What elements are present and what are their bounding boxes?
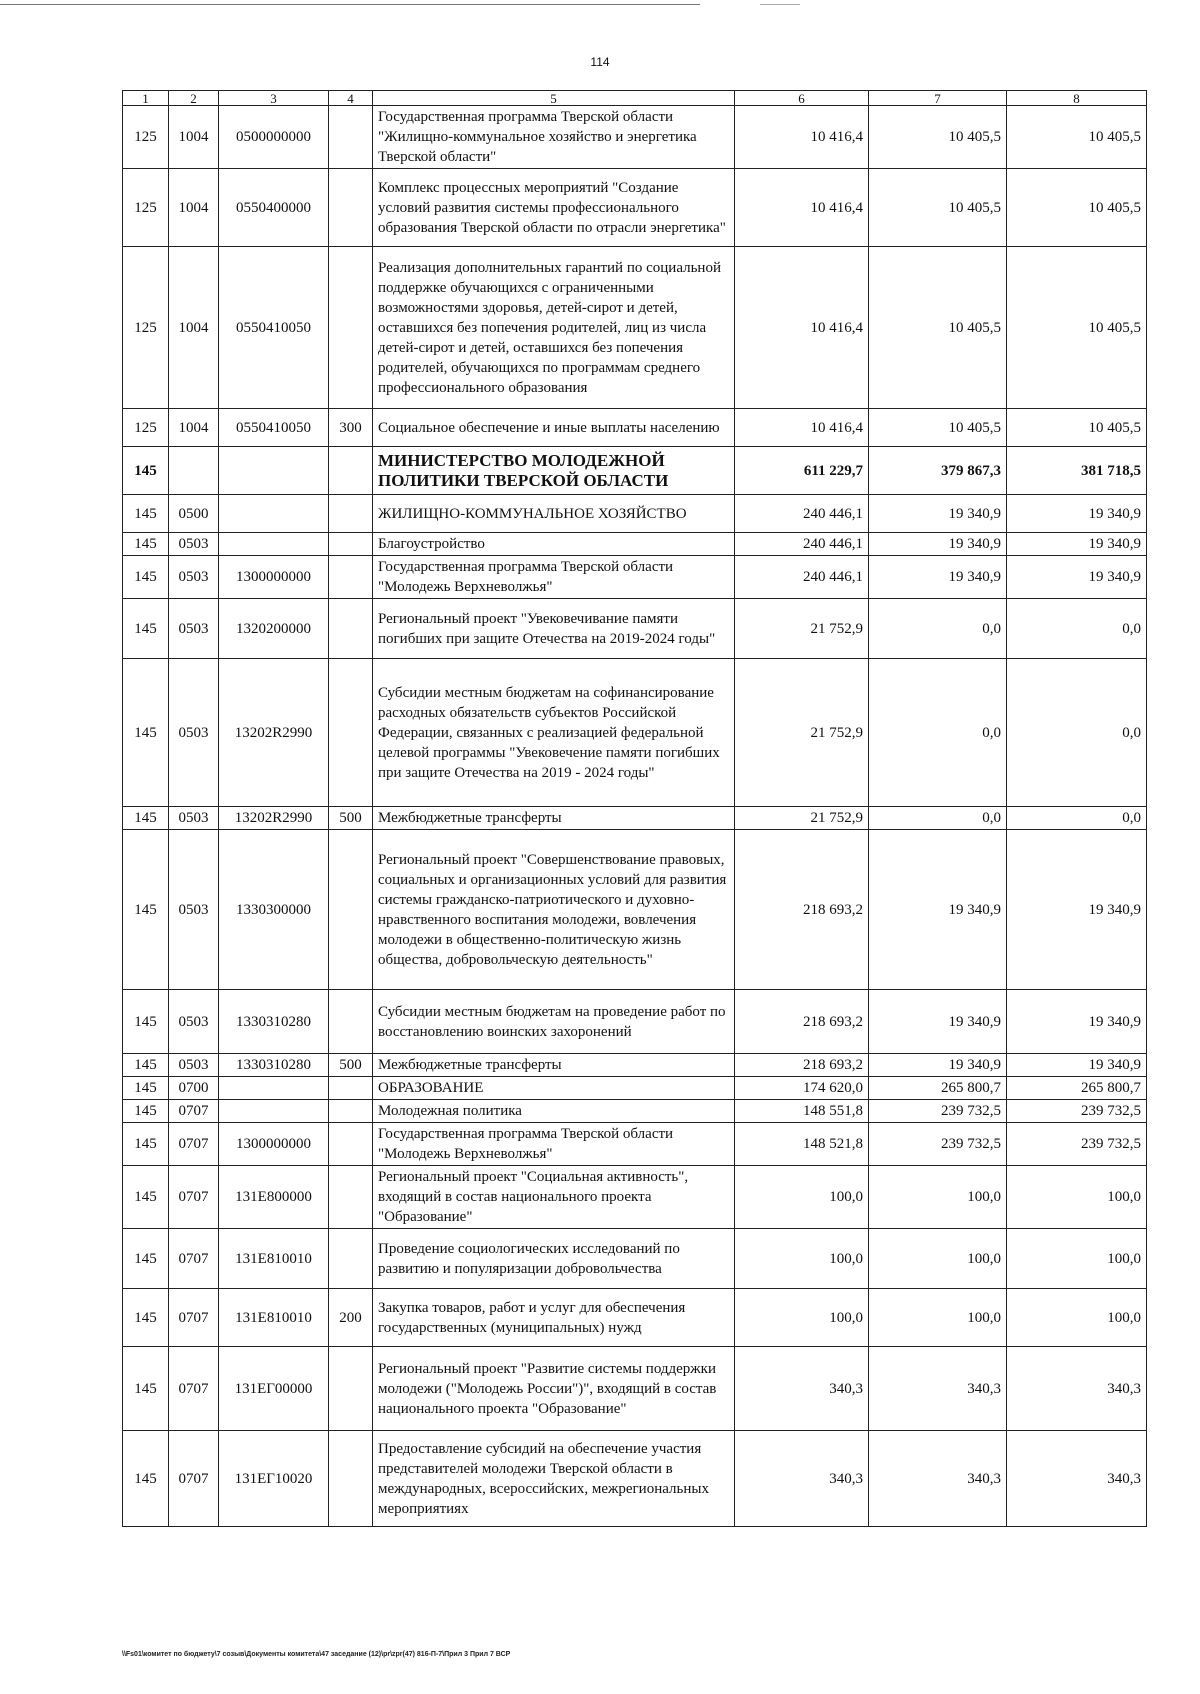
cell-section-code: 0503 [169, 659, 219, 807]
cell-admin-code: 125 [123, 106, 169, 169]
column-header: 6 [735, 91, 869, 106]
column-header: 5 [373, 91, 735, 106]
cell-amount-col6: 100,0 [735, 1229, 869, 1289]
column-header: 2 [169, 91, 219, 106]
cell-target-article [219, 1100, 329, 1123]
table-row [123, 495, 1147, 533]
cell-section-code: 1004 [169, 169, 219, 247]
cell-section-code: 0707 [169, 1289, 219, 1347]
table-row [123, 830, 1147, 990]
cell-expense-type [329, 1347, 373, 1431]
cell-amount-col8: 19 340,9 [1007, 990, 1147, 1054]
cell-amount-col8: 340,3 [1007, 1431, 1147, 1527]
cell-admin-code: 145 [123, 807, 169, 830]
cell-amount-col7: 10 405,5 [869, 247, 1007, 409]
cell-name: Региональный проект "Увековечивание памяти погибших при защите Отечества на 2019-2024 годы" [373, 599, 735, 659]
cell-amount-col7: 239 732,5 [869, 1123, 1007, 1166]
table-row [123, 106, 1147, 169]
scan-artifact-line [760, 4, 800, 5]
cell-name: Государственная программа Тверской области "Жилищно-коммунальное хозяйство и энергетика Тверской области" [373, 106, 735, 169]
cell-amount-col7: 19 340,9 [869, 495, 1007, 533]
cell-target-article: 0500000000 [219, 106, 329, 169]
table-row [123, 1229, 1147, 1289]
cell-admin-code: 145 [123, 599, 169, 659]
cell-expense-type: 200 [329, 1289, 373, 1347]
cell-section-code: 0503 [169, 807, 219, 830]
cell-amount-col8: 265 800,7 [1007, 1077, 1147, 1100]
cell-name: Региональный проект "Развитие системы поддержки молодежи ("Молодежь России")", входящий в состав национального проекта "Образование" [373, 1347, 735, 1431]
cell-amount-col6: 240 446,1 [735, 556, 869, 599]
cell-amount-col7: 100,0 [869, 1166, 1007, 1229]
cell-expense-type: 300 [329, 409, 373, 447]
cell-target-article: 131ЕГ10020 [219, 1431, 329, 1527]
cell-amount-col7: 265 800,7 [869, 1077, 1007, 1100]
cell-section-code: 1004 [169, 106, 219, 169]
cell-admin-code: 145 [123, 1166, 169, 1229]
cell-amount-col6: 10 416,4 [735, 169, 869, 247]
cell-section-code: 0503 [169, 990, 219, 1054]
cell-target-article: 131ЕГ00000 [219, 1347, 329, 1431]
cell-amount-col6: 21 752,9 [735, 599, 869, 659]
cell-amount-col7: 0,0 [869, 659, 1007, 807]
cell-name: Региональный проект "Социальная активность", входящий в состав национального проекта "Образование" [373, 1166, 735, 1229]
cell-section-code: 0707 [169, 1229, 219, 1289]
cell-amount-col7: 19 340,9 [869, 1054, 1007, 1077]
cell-section-code: 0707 [169, 1123, 219, 1166]
cell-target-article [219, 495, 329, 533]
cell-amount-col7: 340,3 [869, 1347, 1007, 1431]
cell-admin-code: 145 [123, 1289, 169, 1347]
column-header: 7 [869, 91, 1007, 106]
cell-admin-code: 145 [123, 1100, 169, 1123]
cell-target-article: 13202R2990 [219, 659, 329, 807]
cell-amount-col7: 100,0 [869, 1289, 1007, 1347]
cell-name: Молодежная политика [373, 1100, 735, 1123]
cell-amount-col8: 10 405,5 [1007, 409, 1147, 447]
table-row [123, 1347, 1147, 1431]
cell-expense-type [329, 1229, 373, 1289]
cell-amount-col6: 340,3 [735, 1431, 869, 1527]
cell-amount-col6: 10 416,4 [735, 409, 869, 447]
cell-section-code: 0503 [169, 1054, 219, 1077]
cell-admin-code: 145 [123, 495, 169, 533]
table-row [123, 533, 1147, 556]
cell-amount-col6: 10 416,4 [735, 106, 869, 169]
table-row [123, 1166, 1147, 1229]
cell-name: Государственная программа Тверской области "Молодежь Верхневолжья" [373, 556, 735, 599]
cell-amount-col8: 19 340,9 [1007, 495, 1147, 533]
cell-expense-type [329, 830, 373, 990]
cell-amount-col6: 218 693,2 [735, 1054, 869, 1077]
cell-amount-col6: 21 752,9 [735, 659, 869, 807]
cell-amount-col8: 19 340,9 [1007, 556, 1147, 599]
cell-amount-col8: 0,0 [1007, 659, 1147, 807]
cell-target-article: 0550410050 [219, 247, 329, 409]
cell-expense-type [329, 556, 373, 599]
cell-amount-col8: 239 732,5 [1007, 1123, 1147, 1166]
cell-amount-col7: 19 340,9 [869, 990, 1007, 1054]
cell-amount-col6: 611 229,7 [735, 447, 869, 495]
cell-amount-col6: 100,0 [735, 1289, 869, 1347]
cell-admin-code: 145 [123, 1431, 169, 1527]
cell-admin-code: 145 [123, 533, 169, 556]
cell-amount-col8: 239 732,5 [1007, 1100, 1147, 1123]
cell-amount-col8: 10 405,5 [1007, 106, 1147, 169]
cell-expense-type [329, 659, 373, 807]
table-row [123, 1123, 1147, 1166]
column-header: 4 [329, 91, 373, 106]
cell-amount-col6: 340,3 [735, 1347, 869, 1431]
cell-amount-col6: 148 521,8 [735, 1123, 869, 1166]
cell-amount-col8: 19 340,9 [1007, 533, 1147, 556]
cell-expense-type [329, 533, 373, 556]
cell-amount-col8: 0,0 [1007, 807, 1147, 830]
cell-section-code: 0500 [169, 495, 219, 533]
cell-amount-col8: 19 340,9 [1007, 1054, 1147, 1077]
table-row [123, 556, 1147, 599]
table-body [123, 106, 1147, 1527]
cell-section-code: 1004 [169, 247, 219, 409]
cell-amount-col6: 218 693,2 [735, 990, 869, 1054]
table-row [123, 1054, 1147, 1077]
cell-amount-col8: 10 405,5 [1007, 247, 1147, 409]
cell-amount-col7: 0,0 [869, 807, 1007, 830]
cell-section-code: 0707 [169, 1347, 219, 1431]
cell-expense-type [329, 169, 373, 247]
table-row [123, 1100, 1147, 1123]
cell-admin-code: 145 [123, 556, 169, 599]
budget-table [122, 90, 1147, 1527]
cell-name: Комплекс процессных мероприятий "Создание условий развития системы профессионального образования Тверской области по отрасли энергетика" [373, 169, 735, 247]
cell-target-article [219, 1077, 329, 1100]
cell-section-code: 0503 [169, 830, 219, 990]
table-row [123, 599, 1147, 659]
cell-amount-col8: 100,0 [1007, 1229, 1147, 1289]
cell-section-code: 0707 [169, 1431, 219, 1527]
cell-expense-type [329, 1166, 373, 1229]
cell-amount-col7: 340,3 [869, 1431, 1007, 1527]
cell-target-article [219, 447, 329, 495]
table-row [123, 1431, 1147, 1527]
cell-amount-col8: 19 340,9 [1007, 830, 1147, 990]
column-header: 3 [219, 91, 329, 106]
cell-expense-type [329, 106, 373, 169]
cell-name: Межбюджетные трансферты [373, 807, 735, 830]
file-path-footer: \\Fs01\комитет по бюджету\7 созыв\Документы комитета\47 заседание (12)\pr\zpr(47) 816-П-7\Прил 3 Прил 7 ВСР [122, 1651, 511, 1658]
cell-amount-col6: 174 620,0 [735, 1077, 869, 1100]
cell-target-article: 13202R2990 [219, 807, 329, 830]
cell-admin-code: 145 [123, 1347, 169, 1431]
cell-amount-col6: 240 446,1 [735, 533, 869, 556]
cell-target-article: 0550400000 [219, 169, 329, 247]
cell-admin-code: 145 [123, 447, 169, 495]
cell-name: Региональный проект "Совершенствование правовых, социальных и организационных условий для развития системы гражданско-патриотического и духовно-нравственного воспитания молодежи, вовлечения молодежи в общественно-политическую жизнь общества, добровольческую деятельность" [373, 830, 735, 990]
cell-section-code: 0700 [169, 1077, 219, 1100]
cell-amount-col7: 10 405,5 [869, 106, 1007, 169]
table-row [123, 447, 1147, 495]
cell-admin-code: 145 [123, 659, 169, 807]
cell-target-article: 131E810010 [219, 1289, 329, 1347]
cell-amount-col6: 100,0 [735, 1166, 869, 1229]
cell-expense-type [329, 1431, 373, 1527]
cell-name: Государственная программа Тверской области "Молодежь Верхневолжья" [373, 1123, 735, 1166]
cell-name: Благоустройство [373, 533, 735, 556]
column-header: 8 [1007, 91, 1147, 106]
cell-expense-type [329, 495, 373, 533]
cell-target-article: 0550410050 [219, 409, 329, 447]
table-row [123, 1289, 1147, 1347]
cell-name: Проведение социологических исследований по развитию и популяризации добровольчества [373, 1229, 735, 1289]
cell-amount-col8: 100,0 [1007, 1289, 1147, 1347]
cell-name: МИНИСТЕРСТВО МОЛОДЕЖНОЙ ПОЛИТИКИ ТВЕРСКОЙ ОБЛАСТИ [373, 447, 735, 495]
cell-admin-code: 145 [123, 1229, 169, 1289]
cell-name: Предоставление субсидий на обеспечение участия представителей молодежи Тверской области в международных, всероссийских, межрегиональных мероприятиях [373, 1431, 735, 1527]
cell-amount-col7: 10 405,5 [869, 169, 1007, 247]
cell-amount-col7: 100,0 [869, 1229, 1007, 1289]
scan-artifact-line [0, 4, 700, 5]
cell-target-article: 1330310280 [219, 1054, 329, 1077]
cell-name: ОБРАЗОВАНИЕ [373, 1077, 735, 1100]
cell-amount-col8: 100,0 [1007, 1166, 1147, 1229]
cell-section-code: 0503 [169, 556, 219, 599]
table-row [123, 990, 1147, 1054]
cell-amount-col6: 148 551,8 [735, 1100, 869, 1123]
cell-section-code: 0707 [169, 1100, 219, 1123]
table-row [123, 247, 1147, 409]
page-number: 114 [590, 55, 610, 69]
cell-expense-type [329, 247, 373, 409]
cell-name: Социальное обеспечение и иные выплаты населению [373, 409, 735, 447]
cell-section-code [169, 447, 219, 495]
cell-expense-type [329, 1100, 373, 1123]
cell-admin-code: 145 [123, 990, 169, 1054]
cell-target-article: 131E800000 [219, 1166, 329, 1229]
cell-name: Субсидии местным бюджетам на софинансирование расходных обязательств субъектов Российской Федерации, связанных с реализацией федеральной целевой программы "Увековечение памяти погибших при защите Отечества на 2019 - 2024 годы" [373, 659, 735, 807]
cell-admin-code: 145 [123, 1123, 169, 1166]
cell-amount-col7: 19 340,9 [869, 556, 1007, 599]
cell-amount-col7: 379 867,3 [869, 447, 1007, 495]
cell-admin-code: 145 [123, 830, 169, 990]
cell-admin-code: 145 [123, 1077, 169, 1100]
cell-amount-col7: 239 732,5 [869, 1100, 1007, 1123]
cell-section-code: 0503 [169, 599, 219, 659]
cell-expense-type [329, 1123, 373, 1166]
table-row [123, 659, 1147, 807]
table-row [123, 169, 1147, 247]
cell-admin-code: 125 [123, 169, 169, 247]
cell-target-article: 1320200000 [219, 599, 329, 659]
cell-admin-code: 125 [123, 409, 169, 447]
cell-name: Межбюджетные трансферты [373, 1054, 735, 1077]
cell-name: Субсидии местным бюджетам на проведение работ по восстановлению воинских захоронений [373, 990, 735, 1054]
cell-expense-type: 500 [329, 807, 373, 830]
cell-amount-col7: 19 340,9 [869, 533, 1007, 556]
cell-target-article: 1330300000 [219, 830, 329, 990]
cell-section-code: 1004 [169, 409, 219, 447]
cell-expense-type: 500 [329, 1054, 373, 1077]
cell-expense-type [329, 990, 373, 1054]
cell-name: ЖИЛИЩНО-КОММУНАЛЬНОЕ ХОЗЯЙСТВО [373, 495, 735, 533]
cell-amount-col8: 10 405,5 [1007, 169, 1147, 247]
cell-target-article: 1330310280 [219, 990, 329, 1054]
cell-amount-col6: 240 446,1 [735, 495, 869, 533]
cell-section-code: 0707 [169, 1166, 219, 1229]
cell-amount-col8: 0,0 [1007, 599, 1147, 659]
cell-amount-col6: 21 752,9 [735, 807, 869, 830]
cell-expense-type [329, 447, 373, 495]
table-row [123, 409, 1147, 447]
cell-amount-col7: 19 340,9 [869, 830, 1007, 990]
cell-target-article: 1300000000 [219, 1123, 329, 1166]
cell-target-article: 131E810010 [219, 1229, 329, 1289]
cell-amount-col7: 0,0 [869, 599, 1007, 659]
cell-name: Закупка товаров, работ и услуг для обеспечения государственных (муниципальных) нужд [373, 1289, 735, 1347]
cell-target-article [219, 533, 329, 556]
table-row [123, 1077, 1147, 1100]
cell-amount-col6: 218 693,2 [735, 830, 869, 990]
cell-expense-type [329, 599, 373, 659]
cell-target-article: 1300000000 [219, 556, 329, 599]
cell-admin-code: 145 [123, 1054, 169, 1077]
cell-amount-col8: 381 718,5 [1007, 447, 1147, 495]
table-row [123, 807, 1147, 830]
cell-expense-type [329, 1077, 373, 1100]
column-number-header [123, 91, 1147, 106]
cell-amount-col8: 340,3 [1007, 1347, 1147, 1431]
cell-amount-col6: 10 416,4 [735, 247, 869, 409]
cell-section-code: 0503 [169, 533, 219, 556]
cell-amount-col7: 10 405,5 [869, 409, 1007, 447]
cell-name: Реализация дополнительных гарантий по социальной поддержке обучающихся с ограниченными возможностями здоровья, детей-сирот и детей, оставшихся без попечения родителей, лиц из числа детей-сирот и детей, оставшихся без попечения родителей, обучающихся по программам среднего профессионального образования [373, 247, 735, 409]
cell-admin-code: 125 [123, 247, 169, 409]
column-header: 1 [123, 91, 169, 106]
